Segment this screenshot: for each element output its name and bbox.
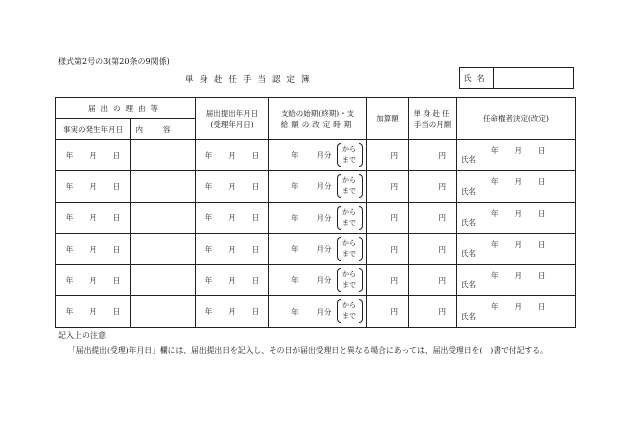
header-filing-date: [196, 98, 269, 140]
header-period: [269, 98, 367, 140]
header-occurrence-date: 事実の発生年月日: [56, 119, 131, 140]
name-label: 氏名: [460, 68, 494, 88]
appointer-cell[interactable]: 年 月 日 氏名: [457, 140, 576, 171]
addition-cell[interactable]: 円: [367, 233, 409, 264]
monthly-amount-cell[interactable]: 円: [409, 140, 457, 171]
period-cell[interactable]: 年 月分 から まで: [269, 140, 367, 171]
filing-date-cell[interactable]: 年 月 日: [196, 296, 269, 327]
signature-label: 氏名: [461, 249, 476, 259]
from-until-brace: から まで: [337, 237, 363, 261]
content-cell[interactable]: [131, 296, 196, 327]
occurrence-date-cell[interactable]: 年 月 日: [56, 265, 131, 296]
monthly-amount-cell[interactable]: 円: [409, 202, 457, 233]
header-monthly-line2: 手当の月額: [413, 119, 452, 129]
signature-label: 氏名: [461, 311, 476, 321]
occurrence-date-cell[interactable]: 年 月 日: [56, 296, 131, 327]
from-until-brace: から まで: [337, 206, 363, 230]
header-appointer: 任命権者決定(改定): [457, 98, 576, 140]
addition-cell[interactable]: 円: [367, 140, 409, 171]
header-period-line1: 支給の始期(終期)・支: [280, 108, 355, 118]
addition-cell[interactable]: 円: [367, 202, 409, 233]
content-cell[interactable]: [131, 233, 196, 264]
form-id: 様式第2号の3(第20条の9関係): [58, 57, 170, 66]
table-row: [56, 171, 576, 202]
appointer-cell[interactable]: 年 月 日 氏名: [457, 296, 576, 327]
period-cell[interactable]: 年 月分 から まで: [269, 171, 367, 202]
header-addition: 加算額: [367, 98, 409, 140]
signature-label: 氏名: [461, 217, 476, 227]
addition-cell[interactable]: 円: [367, 171, 409, 202]
monthly-amount-cell[interactable]: 円: [409, 265, 457, 296]
table-row: [56, 202, 576, 233]
filing-date-cell[interactable]: 年 月 日: [196, 140, 269, 171]
from-until-brace: から まで: [337, 143, 363, 167]
table-row: [56, 265, 576, 296]
appointer-cell[interactable]: 年 月 日 氏名: [457, 202, 576, 233]
addition-cell[interactable]: 円: [367, 296, 409, 327]
signature-label: 氏名: [461, 186, 476, 196]
appointer-cell[interactable]: 年 月 日 氏名: [457, 265, 576, 296]
period-cell[interactable]: 年 月分 から まで: [269, 233, 367, 264]
occurrence-date-cell[interactable]: 年 月 日: [56, 171, 131, 202]
table-row: [56, 140, 576, 171]
table-row: [56, 233, 576, 264]
content-cell[interactable]: [131, 202, 196, 233]
filing-date-cell[interactable]: 年 月 日: [196, 171, 269, 202]
name-box: [459, 67, 574, 89]
occurrence-date-cell[interactable]: 年 月 日: [56, 140, 131, 171]
header-period-line2: 給額の改定時期: [280, 119, 355, 129]
notes-heading: 記入上の注意: [58, 331, 106, 340]
table-row: [56, 296, 576, 327]
period-cell[interactable]: 年 月分 から まで: [269, 202, 367, 233]
addition-cell[interactable]: 円: [367, 265, 409, 296]
content-cell[interactable]: [131, 171, 196, 202]
header-monthly-line1: 単身赴任: [413, 108, 452, 118]
monthly-amount-cell[interactable]: 円: [409, 233, 457, 264]
filing-date-cell[interactable]: 年 月 日: [196, 202, 269, 233]
occurrence-date-cell[interactable]: 年 月 日: [56, 233, 131, 264]
occurrence-date-cell[interactable]: 年 月 日: [56, 202, 131, 233]
header-reason-group: 届出の理由等: [56, 98, 196, 119]
period-cell[interactable]: 年 月分 から まで: [269, 265, 367, 296]
content-cell[interactable]: [131, 265, 196, 296]
appointer-cell[interactable]: 年 月 日 氏名: [457, 171, 576, 202]
from-until-brace: から まで: [337, 299, 363, 323]
period-cell[interactable]: 年 月分 から まで: [269, 296, 367, 327]
from-until-brace: から まで: [337, 174, 363, 198]
notes-body: 「届出提出(受理)年月日」欄には、届出提出日を記入し、その日が届出受理日と異なる場合にあっては、届出受理日を( )書で付記する。: [68, 346, 548, 355]
appointer-cell[interactable]: 年 月 日 氏名: [457, 233, 576, 264]
header-filing-date-line2: (受理年月日): [210, 119, 254, 129]
header-filing-date-line1: 届出提出年月日: [205, 108, 259, 118]
content-cell[interactable]: [131, 140, 196, 171]
form-title: 単身赴任手当認定簿: [185, 75, 316, 85]
signature-label: 氏名: [461, 280, 476, 290]
signature-label: 氏名: [461, 155, 476, 165]
from-until-brace: から まで: [337, 268, 363, 292]
monthly-amount-cell[interactable]: 円: [409, 171, 457, 202]
filing-date-cell[interactable]: 年 月 日: [196, 265, 269, 296]
filing-date-cell[interactable]: 年 月 日: [196, 233, 269, 264]
certification-table: [55, 97, 576, 328]
header-content: 内容: [131, 119, 196, 140]
header-monthly: [409, 98, 457, 140]
monthly-amount-cell[interactable]: 円: [409, 296, 457, 327]
